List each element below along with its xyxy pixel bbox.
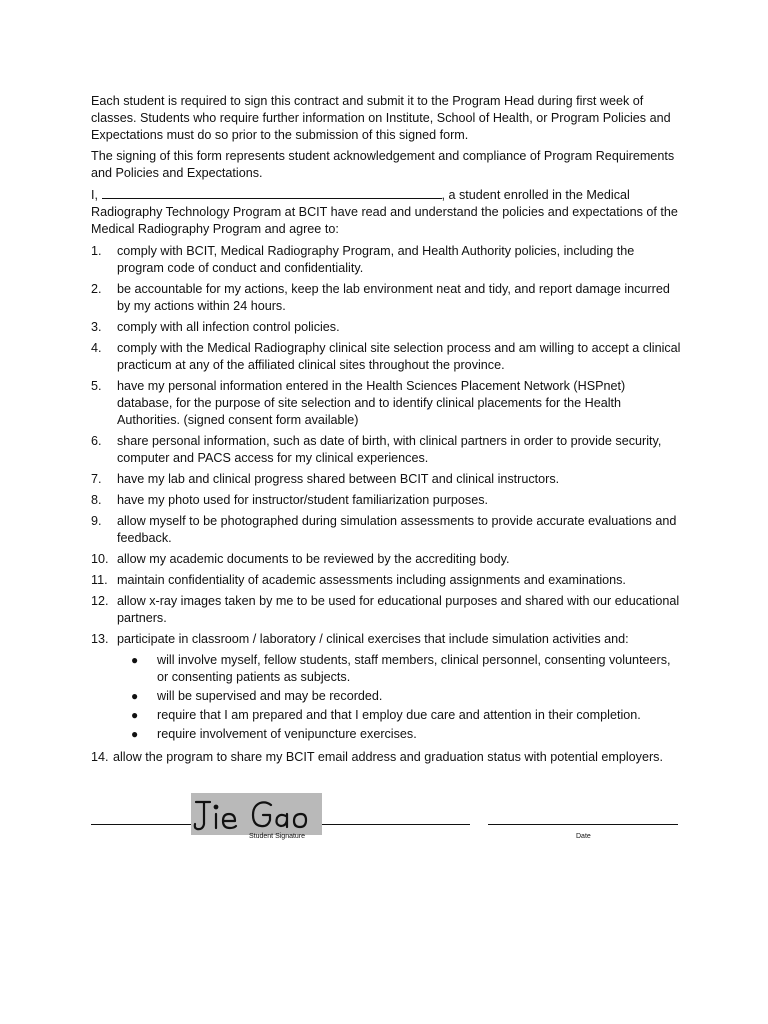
list-item [91,593,681,627]
student-signature-image [191,793,322,835]
list-item [91,492,681,509]
intro-paragraph-1: Each student is required to sign this contract and submit it to the Program Head during first week of classes. Students who require further information on Institute, School of Health, or Program Policies and Expectations must do so prior to the submission of this signed form. [91,94,671,142]
item-text: be accountable for my actions, keep the lab environment neat and tidy, and report damage incurred by my actions within 24 hours. [117,282,670,313]
list-item [91,572,681,589]
item-number: 9. [91,514,102,528]
item-number: 8. [91,493,102,507]
item-text: have my lab and clinical progress shared between BCIT and clinical instructors. [117,472,560,486]
item-text: allow x-ray images taken by me to be used for educational purposes and shared with our educational partners. [117,594,680,625]
list-item [91,243,681,277]
item-number: 4. [91,341,102,355]
item-number: 10. [91,552,109,566]
simulation-bullet-list [131,652,681,743]
handwritten-signature-icon [191,793,322,835]
item-number: 5. [91,379,102,393]
agreement-list [91,243,681,766]
item-text: allow myself to be photographed during simulation assessments to provide accurate evaluations and feedback. [117,514,677,545]
item-text: participate in classroom / laboratory / clinical exercises that include simulation activities and: [117,632,629,646]
bullet-item [131,726,681,743]
item-number: 2. [91,282,102,296]
list-item [91,340,681,374]
bullet-icon: ● [131,708,139,722]
intro-paragraph-2: The signing of this form represents student acknowledgement and compliance of Program Requirements and Policies and Expectations. [91,149,675,180]
list-item [91,319,681,336]
bullet-text: require involvement of venipuncture exercises. [157,727,417,741]
list-item [91,749,681,766]
item-number: 13. [91,632,109,646]
contract-body [91,93,681,770]
bullet-item [131,707,681,724]
item-text: comply with all infection control policies. [117,320,340,334]
list-item [91,513,681,547]
bullet-text: require that I am prepared and that I employ due care and attention in their completion. [157,708,641,722]
item-text: have my photo used for instructor/student familiarization purposes. [117,493,489,507]
list-item [91,433,681,467]
item-text: have my personal information entered in the Health Sciences Placement Network (HSPnet) database, for the purpose of site selection and to identify clinical placements for the Health Authorities. (signed consent form available) [117,379,626,427]
item-text: comply with BCIT, Medical Radiography Program, and Health Authority policies, including the program code of conduct and confidentiality. [117,244,635,275]
list-item [91,551,681,568]
item-text: maintain confidentiality of academic assessments including assignments and examinations. [117,573,626,587]
item-number: 3. [91,320,102,334]
declaration-prefix: I, [91,188,98,202]
item-number: 14. [91,750,109,764]
signature-line-right [322,824,470,825]
item-number: 6. [91,434,102,448]
bullet-item [131,652,681,686]
list-item [91,631,681,745]
item-number: 11. [91,573,108,587]
bullet-text: will be supervised and may be recorded. [157,689,383,703]
item-text: share personal information, such as date of birth, with clinical partners in order to provide security, computer and PACS access for my clinical experiences. [117,434,662,465]
item-text: allow my academic documents to be reviewed by the accrediting body. [117,552,510,566]
item-number: 1. [91,244,102,258]
date-line[interactable] [488,824,678,825]
list-item [91,471,681,488]
bullet-icon: ● [131,727,139,741]
item-text: allow the program to share my BCIT email address and graduation status with potential employers. [113,750,663,764]
bullet-icon: ● [131,689,139,703]
bullet-item [131,688,681,705]
signature-block [0,790,768,850]
bullet-icon: ● [131,653,139,667]
list-item [91,281,681,315]
declaration-suffix: , a student enrolled in the Medical Radiography Technology Program at BCIT have read and understand the policies and expectations of the Medical Radiography Program and agree to: [91,188,678,236]
student-declaration [91,187,681,238]
item-number: 7. [91,472,102,486]
bullet-text: will involve myself, fellow students, staff members, clinical personnel, consenting volunteers, or consenting patients as subjects. [157,653,671,684]
list-item [91,378,681,429]
date-caption: Date [576,833,591,840]
student-signature-caption: Student Signature [249,833,306,840]
item-13-body [117,631,681,745]
student-name-blank[interactable] [102,187,442,199]
signature-line-left [91,824,191,825]
item-number: 12. [91,594,109,608]
item-text: comply with the Medical Radiography clinical site selection process and am willing to accept a clinical practicum at any of the affiliated clinical sites throughout the province. [117,341,681,372]
